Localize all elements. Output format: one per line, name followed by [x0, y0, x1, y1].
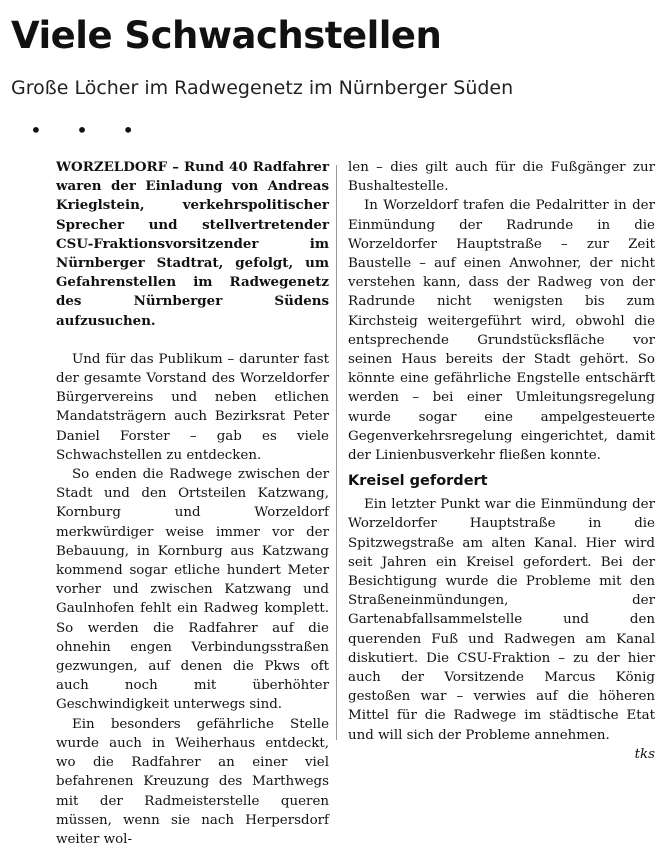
subheadline: Große Löcher im Radwegenetz im Nürnberger Süden	[11, 77, 514, 99]
body-paragraph: In Worzeldorf trafen die Pedalritter in der Einmündung der Radrunde in die Worzeldorfer Hauptstraße – zur Zeit Baustelle – auf einen Anwohner, der nicht verstehen kann, dass der Radweg von der Radrunde nicht wenigsten bis zum Kirchsteig weitergeführt wird, obwohl die entsprechende Grundstücksfläche vor seinen Haus bereits der Stadt gehört. So könnte eine gefährliche Engstelle entschärft werden – bei einer Umleitungsregelung wurde sogar eine ampelgesteuerte Gegenverkehrsregelung eingerichtet, damit der Linienbusverkehr fließen konnte.	[348, 198, 655, 464]
body-paragraph-final	[348, 495, 655, 762]
headline: Viele Schwachstellen	[11, 14, 442, 57]
body-paragraph: len – dies gilt auch für die Fußgänger zur Bushaltestelle.	[348, 160, 655, 195]
body-paragraph: Und für das Publikum – darunter fast der gesamte Vorstand des Worzeldorfer Bürgervereins und neben etlichen Mandatsträgern auch Bezirksrat Peter Daniel Forster – gab es viele Schwachstellen zu entdecken.	[56, 351, 329, 463]
separator-dots: • • •	[30, 118, 149, 142]
body-paragraph: Ein besonders gefährliche Stelle wurde auch in Weiherhaus entdeckt, wo die Radfahrer an einer viel befahrenen Kreuzung des Marthwegs mit der Radmeisterstelle queren müssen, wenn sie nach Herpersdorf weiter wol-	[56, 716, 329, 847]
body-paragraph: So enden die Radwege zwischen der Stadt und den Ortsteilen Katzwang, Kornburg und Worzeldorf merkwürdiger weise immer vor der Bebauung, in Kornburg aus Katzwang kommend sogar etliche hundert Meter vorher und zwischen Katzwang und Gaulnhofen fehlt ein Radweg komplett. So werden die Radfahrer auf die ohnehin engen Verbindungsstraßen gezwungen, auf denen die Pkws oft auch noch mit überhöhter Geschwindigkeit unterwegs sind.	[56, 467, 329, 713]
section-subheading: Kreisel gefordert	[348, 473, 488, 490]
column-divider	[336, 165, 337, 740]
lead-paragraph: WORZELDORF – Rund 40 Radfahrer waren der Einladung von Andreas Krieglstein, verkehrspolitischer Sprecher und stellvertretender CSU-Fraktionsvorsitzender im Nürnberger Stadtrat, gefolgt, um Gefahrenstellen im Radwegenetz des Nürnberger Südens aufzusuchen.	[56, 159, 329, 329]
article-column-right	[348, 158, 655, 764]
article-column-left	[56, 158, 329, 849]
author-signature: tks	[634, 746, 655, 762]
final-text: Ein letzter Punkt war die Einmündung der Worzeldorfer Hauptstraße in die Spitzwegstraße am alten Kanal. Hier wird seit Jahren ein Kreisel gefordert. Bei der Besichtigung wurde die Probleme mit den Straßeneinmündungen, der Gartenabfallsammelstelle und den querenden Fuß und Radwegen am Kanal diskutiert. Die CSU-Fraktion – zu der hier auch der Vorsitzende Marcus König gestoßen war – verwies auf die höheren Mittel für die Radwege im städtische Etat und will sich der Probleme annehmen.	[348, 497, 655, 743]
